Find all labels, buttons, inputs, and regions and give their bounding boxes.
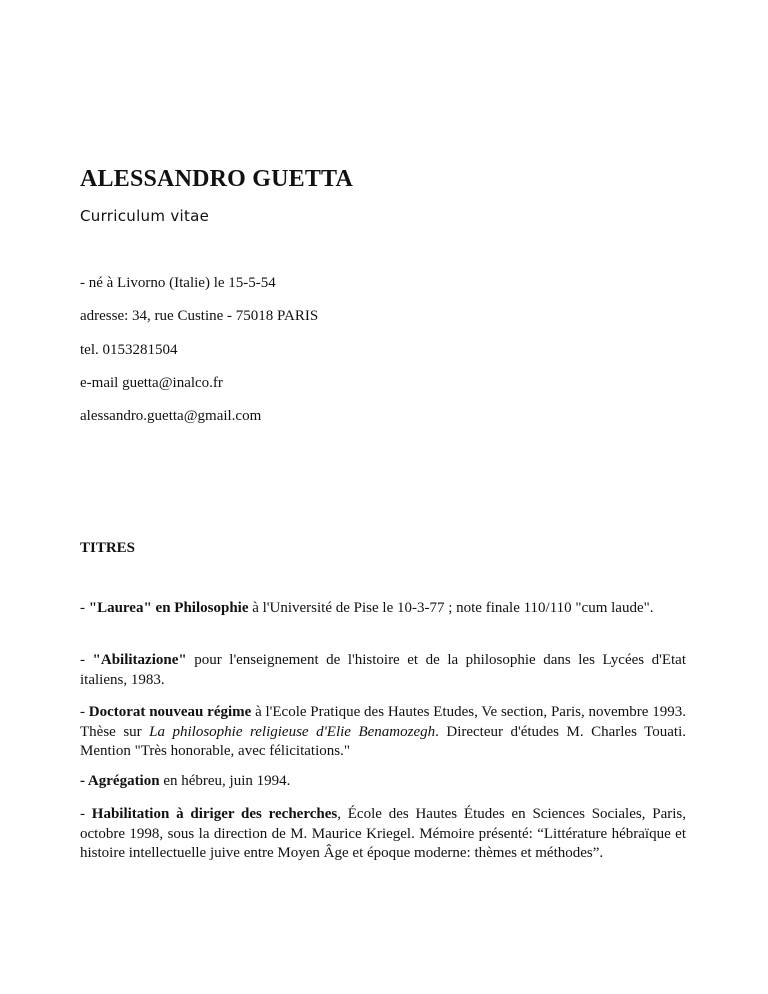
address-line: adresse: 34, rue Custine - 75018 PARIS bbox=[80, 308, 319, 324]
item-title: "Abilitazione" bbox=[92, 652, 187, 668]
titre-item-agregation bbox=[80, 772, 686, 792]
document-subtitle: Curriculum vitae bbox=[80, 207, 210, 225]
item-dash: - bbox=[80, 704, 89, 720]
email-line-primary: e-mail guetta@inalco.fr bbox=[80, 375, 223, 391]
thesis-title: La philosophie religieuse d'Elie Benamozegh bbox=[149, 723, 436, 740]
birth-info: - né à Livorno (Italie) le 15-5-54 bbox=[80, 275, 276, 291]
item-text: , École des Hautes Études en Sciences Sociales, Paris, octobre 1998, sous la direction de M. Maurice Kriegel. Mémoire présenté: “Littérature hébraïque et histoire intellectuelle juive entre Moyen Âge et époque moderne: thèmes et méthodes”. bbox=[80, 806, 686, 861]
titre-item-doctorat bbox=[80, 703, 686, 762]
item-title: "Laurea" en Philosophie bbox=[88, 600, 249, 616]
item-text: en hébreu, juin 1994. bbox=[159, 773, 291, 789]
item-dash: - bbox=[80, 652, 93, 668]
item-text: pour l'enseignement de l'histoire et de la philosophie dans les Lycées d'Etat italiens, 1983. bbox=[80, 652, 687, 688]
item-dash: - bbox=[80, 600, 89, 616]
titre-item-abilitazione bbox=[80, 651, 686, 690]
item-title: Doctorat nouveau régime bbox=[88, 704, 252, 720]
item-title: Habilitation à diriger des recherches bbox=[91, 806, 338, 822]
section-heading-titres: TITRES bbox=[80, 540, 136, 556]
item-text-continued: . Directeur d'études M. Charles Touati. Mention "Très honorable, avec félicitations." bbox=[80, 723, 687, 759]
email-line-secondary: alessandro.guetta@gmail.com bbox=[80, 408, 262, 424]
titre-item-laurea bbox=[80, 599, 686, 619]
phone-line: tel. 0153281504 bbox=[80, 342, 178, 358]
item-title: - Agrégation bbox=[80, 773, 160, 789]
item-dash: - bbox=[80, 806, 92, 822]
titre-item-habilitation bbox=[80, 805, 686, 864]
author-name: ALESSANDRO GUETTA bbox=[80, 166, 354, 192]
item-text: à l'Université de Pise le 10-3-77 ; note finale 110/110 "cum laude". bbox=[248, 600, 654, 616]
item-text: à l'Ecole Pratique des Hautes Etudes, Ve section, Paris, novembre 1993. Thèse sur bbox=[80, 704, 686, 740]
